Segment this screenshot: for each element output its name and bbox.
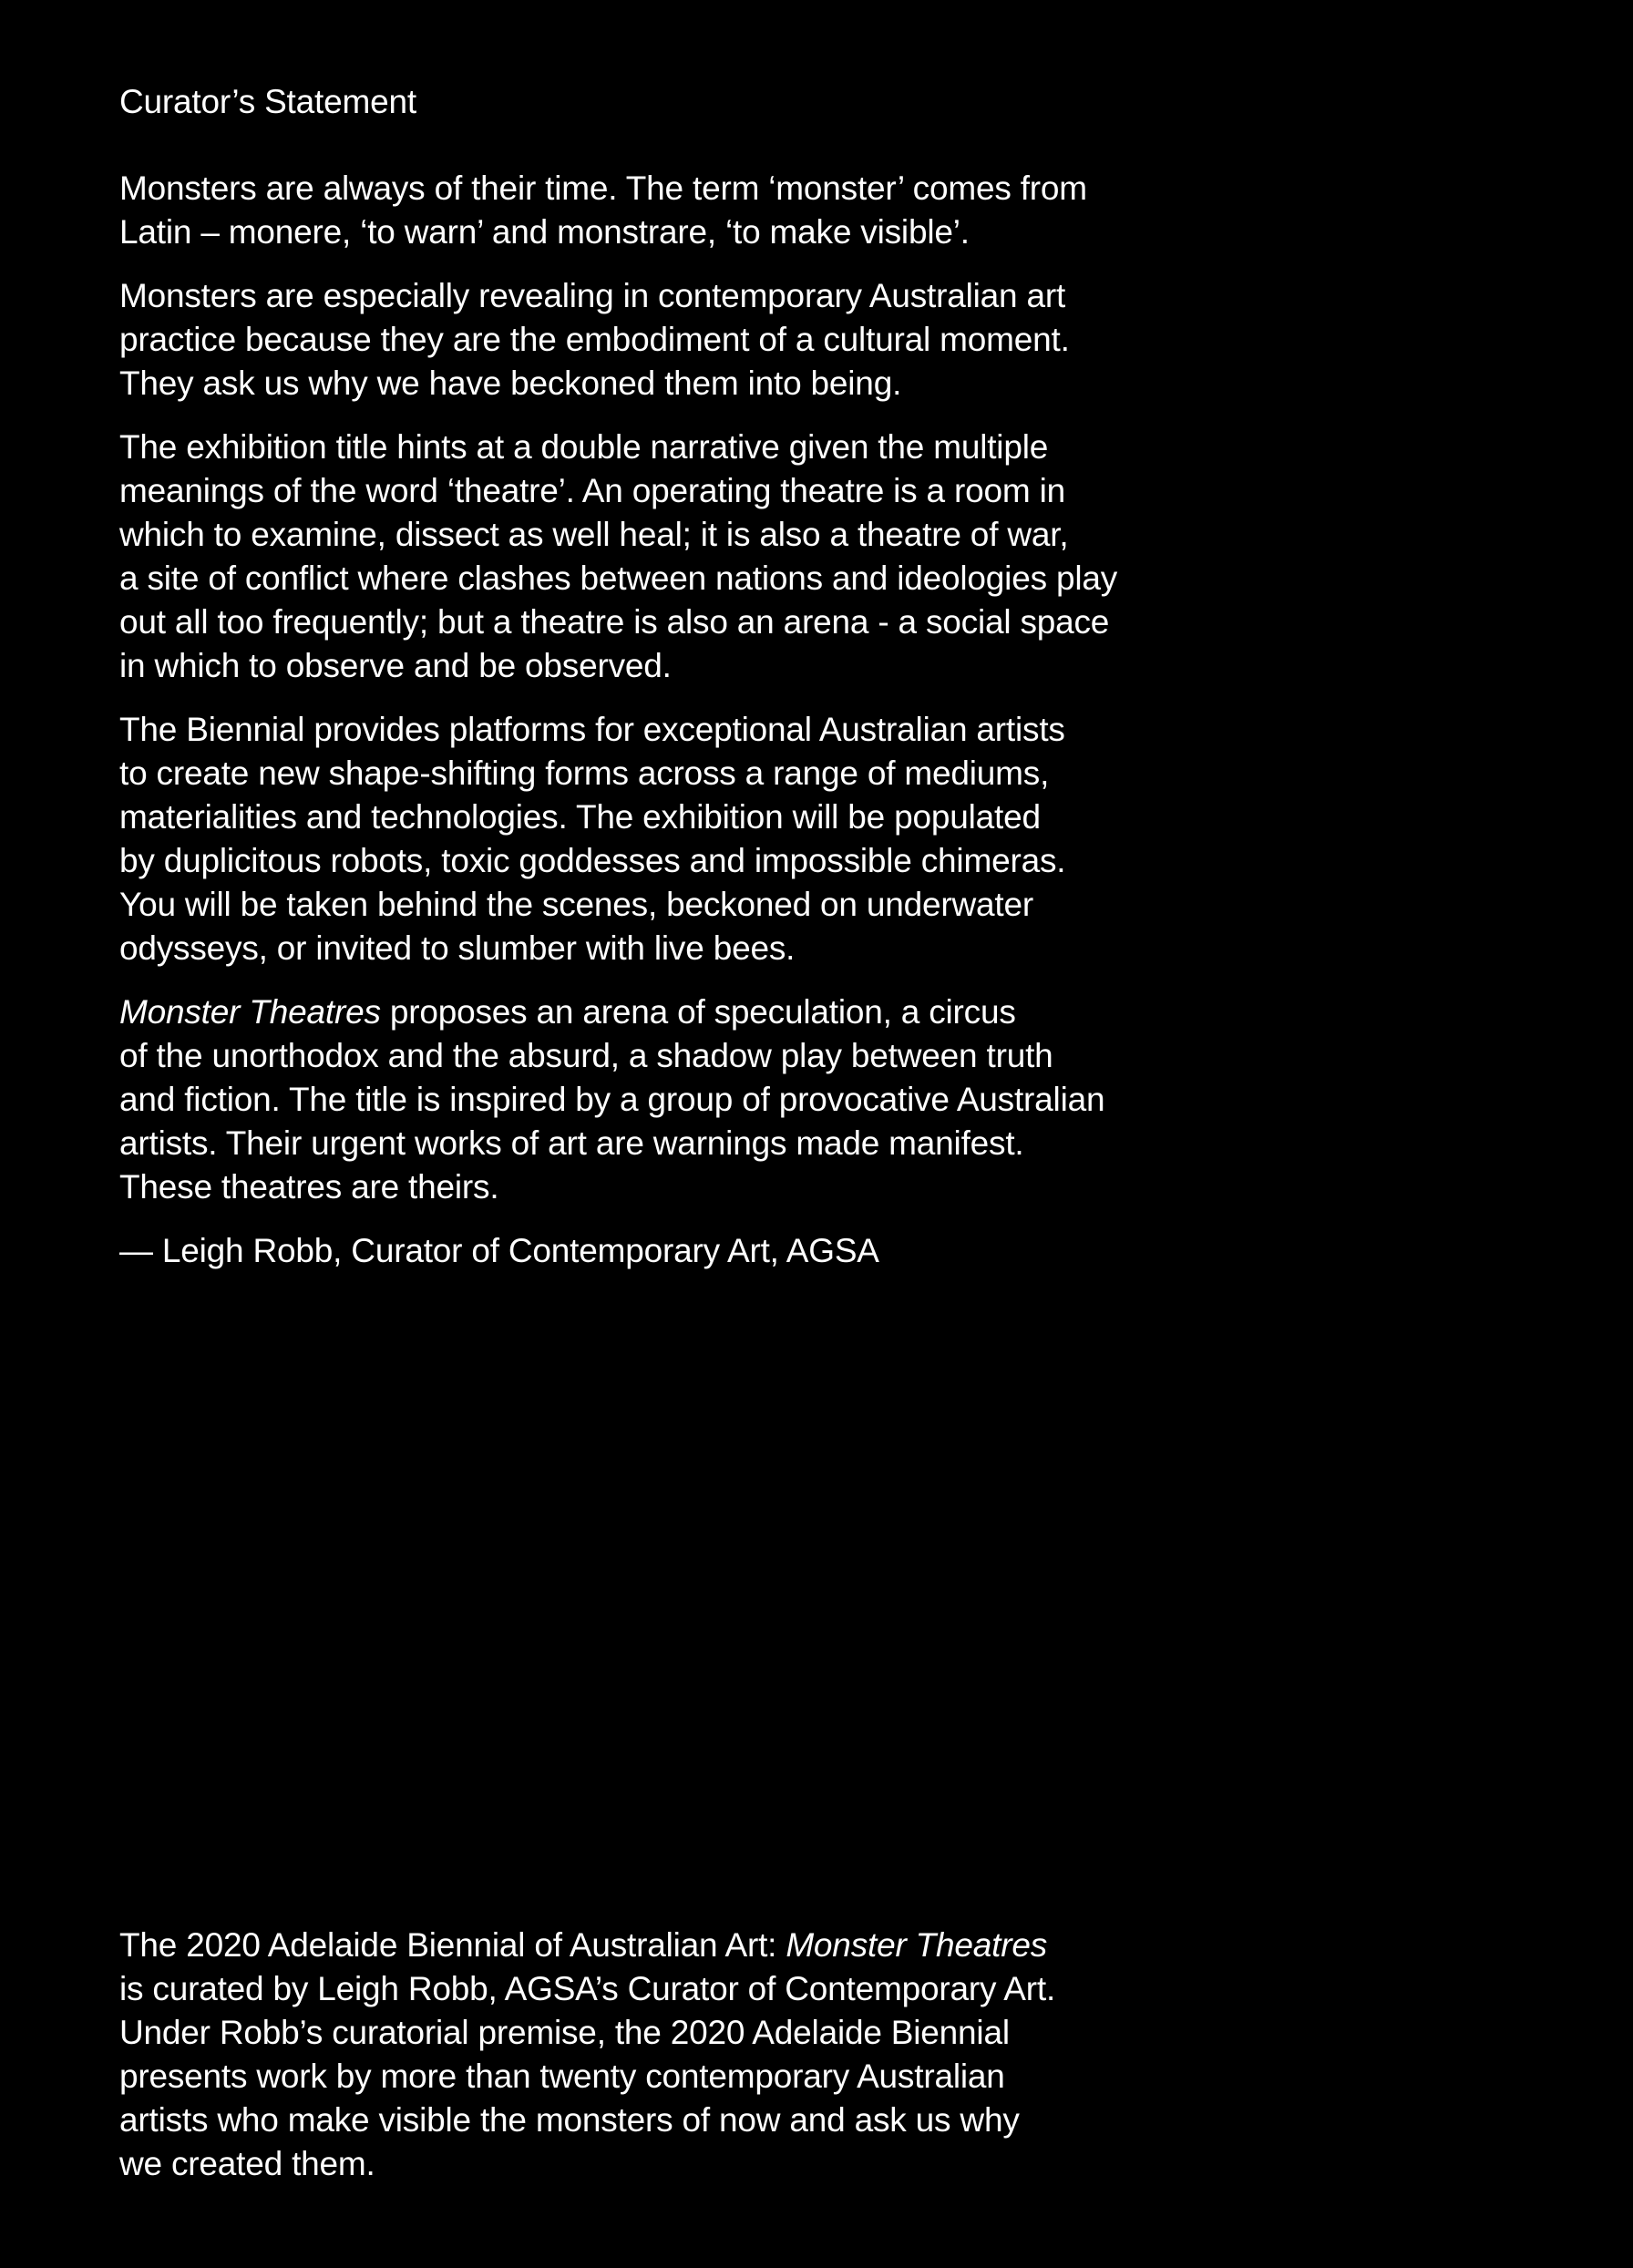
text-line: The Biennial provides platforms for exceptional Australian artists — [119, 711, 1065, 748]
text-line: meanings of the word ‘theatre’. An operating theatre is a room in — [119, 472, 1065, 509]
text-line — [119, 990, 1304, 1034]
text-line: materialities and technologies. The exhibition will be populated — [119, 798, 1041, 836]
text-fragment: proposes an arena of speculation, a circus — [380, 993, 1016, 1031]
page-title: Curator’s Statement — [119, 83, 416, 120]
text-line: Latin – monere, ‘to warn’ and monstrare, ‘to make visible’. — [119, 213, 970, 251]
text-line: presents work by more than twenty contemporary Australian — [119, 2058, 1005, 2095]
exhibition-title: Monster Theatres — [119, 993, 381, 1031]
text-line: Under Robb’s curatorial premise, the 2020 Adelaide Biennial — [119, 2014, 1010, 2051]
text-line: These theatres are theirs. — [119, 1168, 499, 1206]
text-fragment: The 2020 Adelaide Biennial of Australian Art: — [119, 1926, 786, 1964]
statement-paragraph-5 — [119, 990, 1304, 1209]
text-line: practice because they are the embodiment of a cultural moment. — [119, 321, 1070, 358]
text-line: we created them. — [119, 2145, 375, 2182]
text-line: out all too frequently; but a theatre is also an arena - a social space — [119, 603, 1110, 641]
text-line: artists. Their urgent works of art are warnings made manifest. — [119, 1124, 1024, 1162]
text-line: of the unorthodox and the absurd, a shadow play between truth — [119, 1037, 1053, 1074]
text-line: Monsters are especially revealing in contemporary Australian art — [119, 277, 1066, 314]
text-line: You will be taken behind the scenes, beckoned on underwater — [119, 886, 1033, 923]
exhibition-title: Monster Theatres — [786, 1926, 1048, 1964]
text-line: odysseys, or invited to slumber with live bees. — [119, 929, 796, 967]
text-line: in which to observe and be observed. — [119, 647, 672, 684]
text-line: which to examine, dissect as well heal; it is also a theatre of war, — [119, 516, 1069, 553]
statement-paragraph-4 — [119, 708, 1304, 970]
statement-paragraph-1 — [119, 167, 1304, 254]
text-line: and fiction. The title is inspired by a group of provocative Australian — [119, 1081, 1105, 1118]
text-line: by duplicitous robots, toxic goddesses and impossible chimeras. — [119, 842, 1066, 879]
text-line: Monsters are always of their time. The term ‘monster’ comes from — [119, 169, 1087, 207]
text-line: They ask us why we have beckoned them into being. — [119, 364, 902, 402]
statement-paragraph-2 — [119, 274, 1304, 405]
text-line: a site of conflict where clashes between nations and ideologies play — [119, 559, 1118, 597]
text-line: The exhibition title hints at a double narrative given the multiple — [119, 428, 1049, 466]
statement-paragraph-3 — [119, 426, 1304, 688]
text-line: artists who make visible the monsters of now and ask us why — [119, 2101, 1020, 2139]
attribution: — Leigh Robb, Curator of Contemporary Art, AGSA — [119, 1232, 879, 1269]
footer-note — [119, 1924, 1304, 2186]
text-line: to create new shape-shifting forms across a range of mediums, — [119, 754, 1050, 792]
text-line: is curated by Leigh Robb, AGSA’s Curator of Contemporary Art. — [119, 1970, 1056, 2007]
curator-statement — [119, 167, 1304, 1273]
text-line — [119, 1924, 1304, 1967]
